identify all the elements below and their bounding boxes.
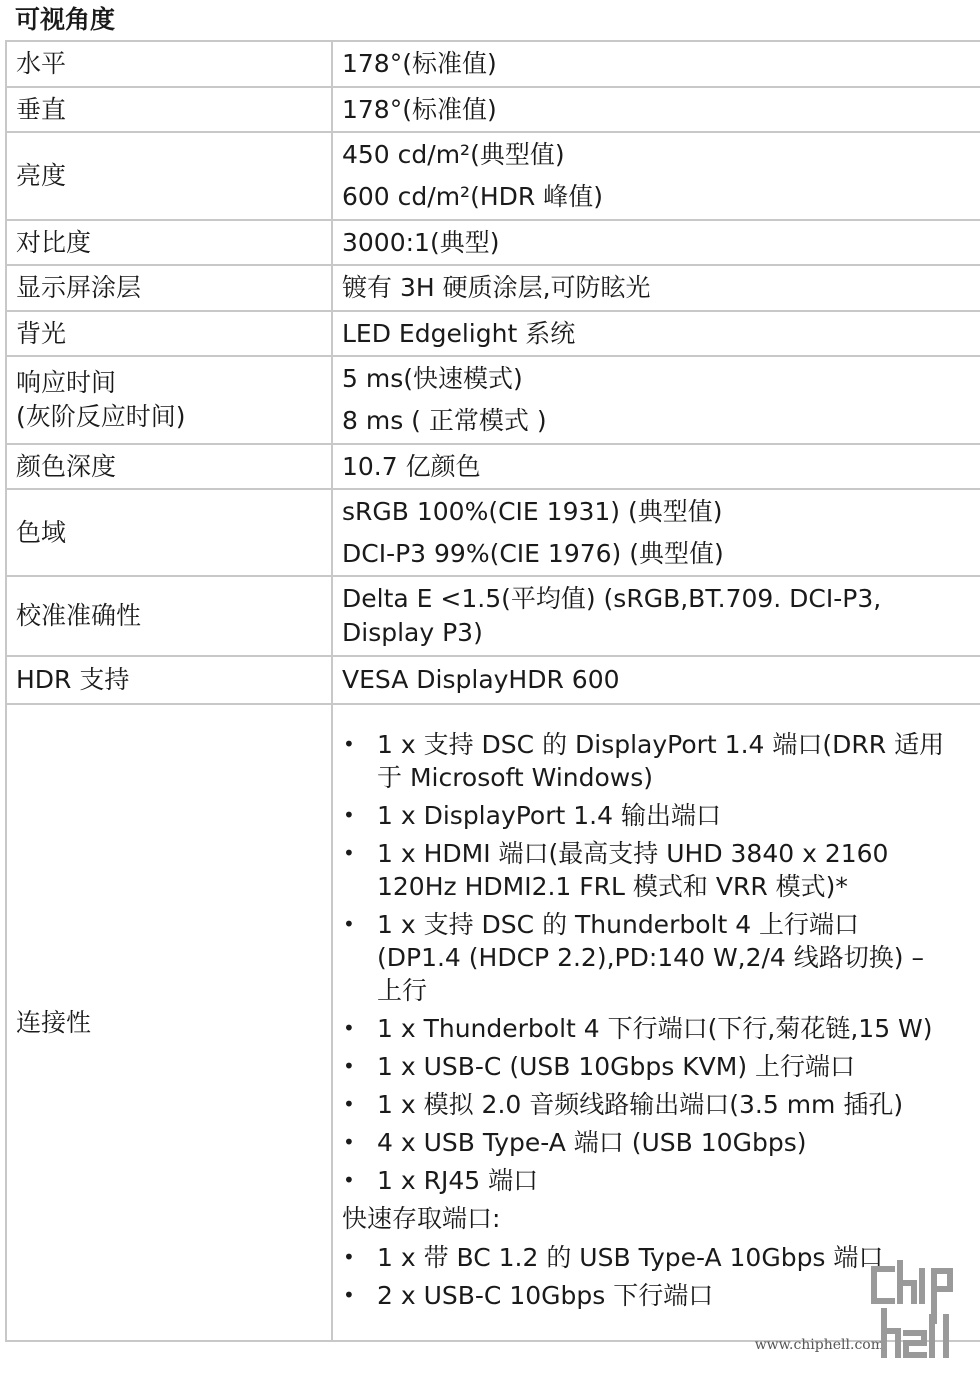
row-label: HDR 支持 xyxy=(6,656,332,704)
port-text: 1 x 模拟 2.0 音频线路输出端口(3.5 mm 插孔) xyxy=(377,1090,904,1119)
watermark-url: www.chiphell.com xyxy=(754,1337,884,1353)
row-label: 背光 xyxy=(6,311,332,356)
list-item xyxy=(342,1164,948,1197)
row-label: 对比度 xyxy=(6,220,332,265)
bullet: • xyxy=(343,912,355,936)
bullet: • xyxy=(343,732,355,756)
list-item xyxy=(342,908,948,1007)
row-value xyxy=(332,356,980,444)
table-row xyxy=(6,220,980,265)
table-row xyxy=(6,576,980,656)
bullet: • xyxy=(343,1092,355,1116)
list-item xyxy=(342,1088,948,1121)
section-header xyxy=(0,0,980,40)
port-text: 1 x RJ45 端口 xyxy=(377,1166,539,1195)
section-title: 可视角度 xyxy=(15,5,116,34)
label-line: 响应时间 xyxy=(16,368,117,397)
list-item xyxy=(342,728,948,794)
list-item xyxy=(342,1012,948,1045)
row-value xyxy=(332,489,980,576)
row-label: 亮度 xyxy=(6,132,332,220)
value-line: Delta E <1.5(平均值) (sRGB,BT.709. DCI-P3, Display P3) xyxy=(342,584,882,647)
chiphell-logo xyxy=(854,1257,974,1367)
connectivity-list xyxy=(332,704,980,1341)
row-value: 178°(标准值) xyxy=(332,41,980,87)
port-text: 4 x USB Type-A 端口 (USB 10Gbps) xyxy=(377,1128,807,1157)
row-label: 连接性 xyxy=(6,704,332,1341)
value-line: 600 cd/m²(HDR 峰值) xyxy=(342,182,603,211)
list-item xyxy=(342,837,948,903)
table-row xyxy=(6,704,980,1341)
row-value: 178°(标准值) xyxy=(332,87,980,132)
row-label: 校准准确性 xyxy=(6,576,332,656)
bullet: • xyxy=(343,803,355,827)
port-text: 1 x USB-C (USB 10Gbps KVM) 上行端口 xyxy=(377,1052,856,1081)
port-text: 1 x DisplayPort 1.4 输出端口 xyxy=(377,801,721,830)
row-value xyxy=(332,576,980,656)
table-row xyxy=(6,444,980,489)
table-row xyxy=(6,132,980,220)
row-value xyxy=(332,132,980,220)
row-label: 色域 xyxy=(6,489,332,576)
table-row xyxy=(6,265,980,311)
port-text: 1 x 支持 DSC 的 DisplayPort 1.4 端口(DRR 适用于 Microsoft Windows) xyxy=(377,730,945,792)
row-value: 镀有 3H 硬质涂层,可防眩光 xyxy=(332,265,980,311)
row-label: 水平 xyxy=(6,41,332,87)
port-text: 1 x Thunderbolt 4 下行端口(下行,菊花链,15 W) xyxy=(377,1014,933,1043)
value-line: 5 ms(快速模式) xyxy=(342,364,523,393)
bullet: • xyxy=(343,1245,355,1269)
bullet: • xyxy=(343,841,355,865)
bullet: • xyxy=(343,1016,355,1040)
row-value: 3000:1(典型) xyxy=(332,220,980,265)
spec-table xyxy=(5,40,980,1342)
value-line: sRGB 100%(CIE 1931) (典型值) xyxy=(342,496,723,526)
port-list xyxy=(342,728,948,1197)
table-row xyxy=(6,489,980,576)
value-line: 8 ms ( 正常模式 ) xyxy=(342,406,547,435)
table-row xyxy=(6,656,980,704)
table-row xyxy=(6,87,980,132)
row-value: VESA DisplayHDR 600 xyxy=(332,656,980,704)
bullet: • xyxy=(343,1054,355,1078)
row-label: 颜色深度 xyxy=(6,444,332,489)
row-value: 10.7 亿颜色 xyxy=(332,444,980,489)
bullet: • xyxy=(343,1130,355,1154)
row-label xyxy=(6,356,332,444)
table-row xyxy=(6,311,980,356)
row-label: 显示屏涂层 xyxy=(6,265,332,311)
list-item xyxy=(342,799,948,832)
list-item xyxy=(342,1126,948,1159)
port-text: 1 x HDMI 端口(最高支持 UHD 3840 x 2160 120Hz HDMI2.1 FRL 模式和 VRR 模式)* xyxy=(377,839,889,901)
row-label: 垂直 xyxy=(6,87,332,132)
watermark-logo-graphic xyxy=(854,1257,974,1367)
value-line: 450 cd/m²(典型值) xyxy=(342,140,565,169)
port-text: 1 x 支持 DSC 的 Thunderbolt 4 上行端口 (DP1.4 (HDCP 2.2),PD:140 W,2/4 线路切换) – 上行 xyxy=(377,910,924,1005)
list-item xyxy=(342,1050,948,1083)
value-line: DCI-P3 99%(CIE 1976) (典型值) xyxy=(342,538,724,568)
bullet: • xyxy=(343,1283,355,1307)
port-text: 1 x 带 BC 1.2 的 USB Type-A 10Gbps 端口 xyxy=(377,1243,884,1272)
row-value: LED Edgelight 系统 xyxy=(332,311,980,356)
label-line: (灰阶反应时间) xyxy=(16,402,186,431)
table-row xyxy=(6,41,980,87)
bullet: • xyxy=(343,1168,355,1192)
port-text: 2 x USB-C 10Gbps 下行端口 xyxy=(377,1281,714,1310)
quick-access-label: 快速存取端口: xyxy=(342,1204,501,1233)
table-row xyxy=(6,356,980,444)
